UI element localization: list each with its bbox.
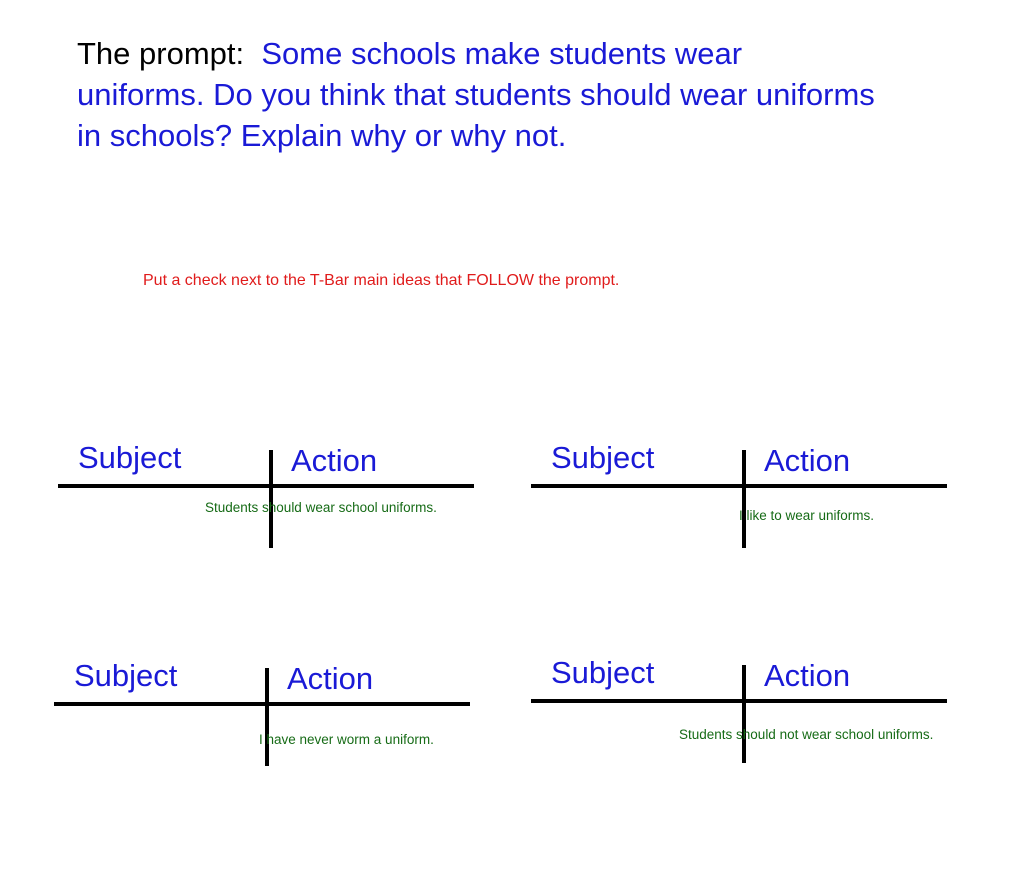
tbar-vertical-line [742, 450, 746, 548]
tbar-main-idea: I like to wear uniforms. [739, 508, 875, 523]
tbar-action-label: Action [291, 443, 378, 478]
prompt-question: Some schools make students wear uniforms. Do you think that students should wear uniforms in schools? Explain why or why not. [77, 36, 875, 153]
tbar-action-label: Action [287, 661, 374, 696]
tbar-subject-label: Subject [551, 440, 655, 475]
tbar-vertical-line [742, 665, 746, 763]
tbar-horizontal-line [58, 484, 474, 488]
tbar-1 [58, 440, 478, 580]
tbar-main-idea: I have never worm a uniform. [259, 732, 434, 747]
tbar-action-label: Action [764, 658, 851, 693]
tbar-subject-label: Subject [78, 440, 182, 475]
tbar-main-idea: Students should wear school uniforms. [205, 500, 437, 515]
tbar-horizontal-line [531, 699, 947, 703]
tbar-vertical-line [265, 668, 269, 766]
tbar-2 [531, 440, 951, 580]
tbar-4 [531, 655, 951, 795]
tbar-3 [54, 658, 474, 798]
prompt-text [77, 33, 877, 156]
tbar-horizontal-line [531, 484, 947, 488]
tbar-action-label: Action [764, 443, 851, 478]
instruction-text: Put a check next to the T-Bar main ideas that FOLLOW the prompt. [143, 272, 620, 289]
tbar-horizontal-line [54, 702, 470, 706]
tbar-subject-label: Subject [551, 655, 655, 690]
prompt-lead: The prompt: [77, 36, 245, 71]
tbar-main-idea: Students should not wear school uniforms. [679, 727, 934, 742]
tbar-subject-label: Subject [74, 658, 178, 693]
